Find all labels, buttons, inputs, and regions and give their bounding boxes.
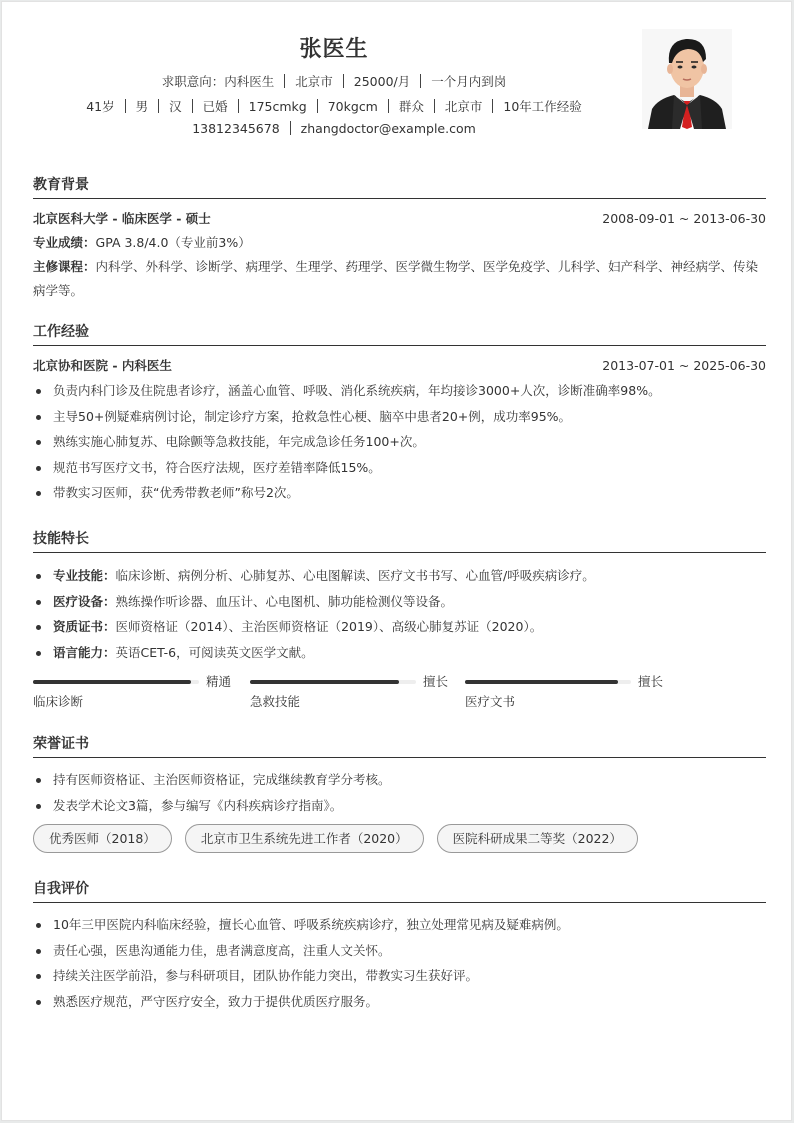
ethnicity: 汉	[169, 99, 182, 114]
email-address[interactable]: zhangdoctor@example.com	[300, 121, 476, 136]
section-title: 技能特长	[33, 528, 766, 553]
employer-position: 北京协和医院 - 内科医生	[33, 358, 172, 373]
current-city: 北京市	[444, 99, 483, 114]
skill-bar-fill	[465, 680, 618, 684]
separator	[284, 74, 285, 88]
separator	[434, 99, 435, 113]
list-item: 熟练实施心肺复苏、电除颤等急救技能，年完成急诊任务100+次。	[33, 429, 766, 455]
courses-value: 内科学、外科学、诊断学、病理学、生理学、药理学、医学微生物学、医学免疫学、儿科学、妇产科学、神经病学、传染病学等。	[33, 259, 759, 298]
skill-bar-track	[250, 680, 416, 684]
list-item: 带教实习医师，获“优秀带教老师”称号2次。	[33, 480, 766, 506]
list-item: 负责内科门诊及住院患者诊疗，涵盖心血管、呼吸、消化系统疾病，年均接诊3000+人次，诊断准确率98%。	[33, 378, 766, 404]
list-item	[33, 563, 766, 589]
personal-info-line	[2, 97, 666, 115]
separator	[238, 99, 239, 113]
resume-header	[2, 2, 791, 162]
honor-badge: 医院科研成果二等奖（2022）	[437, 824, 638, 853]
honor-badges	[33, 824, 766, 856]
self-evaluation-section	[33, 878, 766, 1014]
list-item: 规范书写医疗文书，符合医疗法规，医疗差错率降低15%。	[33, 455, 766, 481]
contact-line	[2, 121, 666, 136]
honor-badge: 北京市卫生系统先进工作者（2020）	[185, 824, 424, 853]
skills-bullets	[33, 563, 766, 665]
list-item: 熟悉医疗规范，严守医疗安全，致力于提供优质医疗服务。	[33, 989, 766, 1015]
weight: 70kgcm	[327, 99, 378, 114]
skill-level: 擅长	[638, 674, 664, 689]
list-item: 主导50+例疑难病例讨论，制定诊疗方案，抢救急性心梗、脑卒中患者20+例，成功率95%。	[33, 404, 766, 430]
phone-number: 13812345678	[192, 121, 280, 136]
work-dates: 2013-07-01 ~ 2025-06-30	[602, 358, 766, 373]
job-intention-line	[2, 72, 666, 90]
skill-label: 语言能力：	[53, 644, 116, 660]
height: 175cmkg	[248, 99, 307, 114]
desired-salary: 25000/月	[353, 74, 411, 89]
section-title: 教育背景	[33, 174, 766, 199]
skill-bar-fill	[250, 680, 399, 684]
candidate-name: 张医生	[299, 37, 369, 62]
work-years: 10年工作经验	[503, 99, 582, 114]
skill-label: 医疗设备：	[53, 593, 116, 609]
self-evaluation-bullets	[33, 912, 766, 1014]
skill-level: 精通	[206, 674, 232, 689]
skill-bar-fill	[33, 680, 191, 684]
skill-name: 医疗文书	[465, 694, 516, 709]
list-item	[33, 614, 766, 640]
desired-city: 北京市	[295, 74, 333, 89]
skill-bars	[33, 673, 766, 715]
skill-value: 熟练操作听诊器、血压计、心电图机、肺功能检测仪等设备。	[115, 593, 454, 609]
education-entry-header	[33, 207, 766, 231]
skill-bar-track	[33, 680, 199, 684]
separator	[192, 99, 193, 113]
courses-line	[33, 255, 766, 303]
skill-name: 急救技能	[250, 694, 301, 709]
separator	[492, 99, 493, 113]
section-title: 自我评价	[33, 878, 766, 903]
availability: 一个月内到岗	[431, 74, 507, 89]
separator	[343, 74, 344, 88]
marital-status: 已婚	[202, 99, 228, 114]
work-entry-header	[33, 354, 766, 378]
courses-label: 主修课程：	[33, 259, 96, 274]
avatar	[642, 29, 732, 129]
skill-value: 英语CET-6，可阅读英文医学文献。	[115, 644, 314, 660]
school-degree: 北京医科大学 - 临床医学 - 硕士	[33, 211, 211, 226]
list-item	[33, 640, 766, 666]
honors-section	[33, 733, 766, 856]
job-intention: 求职意向：内科医生	[161, 74, 275, 89]
separator	[125, 99, 126, 113]
honor-badge: 优秀医师（2018）	[33, 824, 172, 853]
list-item: 持续关注医学前沿，参与科研项目，团队协作能力突出，带教实习生获好评。	[33, 963, 766, 989]
work-bullets	[33, 378, 766, 506]
separator	[317, 99, 318, 113]
list-item: 发表学术论文3篇，参与编写《内科疾病诊疗指南》。	[33, 793, 766, 819]
age: 41岁	[86, 99, 115, 114]
grade-value: GPA 3.8/4.0（专业前3%）	[95, 235, 251, 250]
separator	[388, 99, 389, 113]
separator	[290, 121, 291, 135]
avatar-illustration-icon	[642, 29, 732, 129]
skill-label: 资质证书：	[53, 619, 116, 634]
list-item	[33, 589, 766, 615]
skills-section	[33, 528, 766, 715]
skill-label: 专业技能：	[53, 568, 116, 583]
list-item: 10年三甲医院内科临床经验，擅长心血管、呼吸系统疾病诊疗，独立处理常见病及疑难病例。	[33, 912, 766, 938]
gender: 男	[135, 99, 149, 114]
grade-line	[33, 231, 766, 255]
skill-value: 医师资格证（2014）、主治医师资格证（2019）、高级心肺复苏证（2020）。	[115, 619, 543, 634]
list-item: 责任心强，医患沟通能力佳，患者满意度高，注重人文关怀。	[33, 938, 766, 964]
work-experience-section	[33, 321, 766, 506]
political-status: 群众	[398, 99, 424, 114]
education-section	[33, 174, 766, 303]
resume-page	[1, 1, 792, 1121]
skill-value: 临床诊断、病例分析、心肺复苏、心电图解读、医疗文书书写、心血管/呼吸疾病诊疗。	[115, 568, 595, 583]
honors-bullets	[33, 767, 766, 818]
skill-bar-track	[465, 680, 631, 684]
skill-name: 临床诊断	[33, 694, 84, 709]
section-title: 荣誉证书	[33, 733, 766, 758]
education-dates: 2008-09-01 ~ 2013-06-30	[602, 211, 766, 226]
list-item: 持有医师资格证、主治医师资格证，完成继续教育学分考核。	[33, 767, 766, 793]
grade-label: 专业成绩：	[33, 235, 96, 250]
separator	[420, 74, 421, 88]
separator	[158, 99, 159, 113]
skill-level: 擅长	[423, 674, 449, 689]
section-title: 工作经验	[33, 321, 766, 346]
